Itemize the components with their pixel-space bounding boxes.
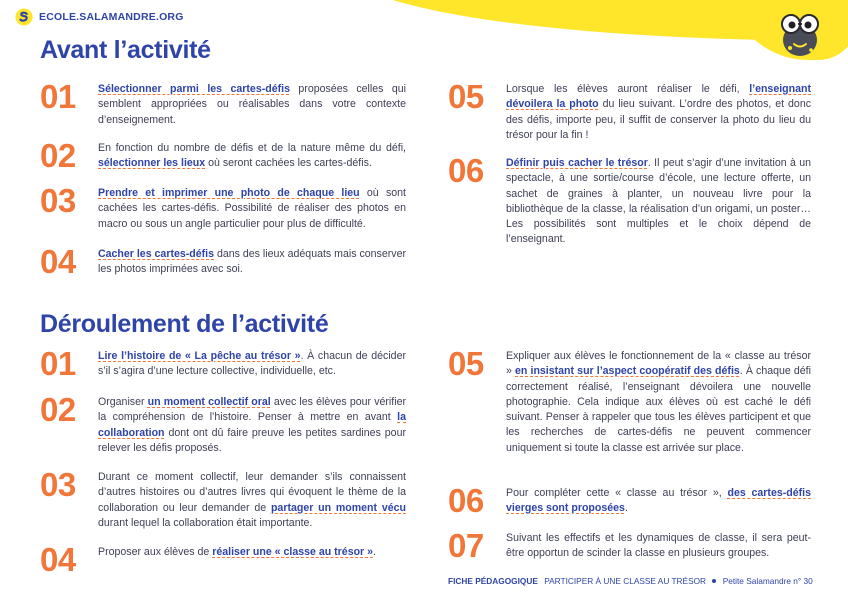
step-text xyxy=(98,470,406,531)
page-footer xyxy=(448,576,813,586)
body-text: dont ont dû faire preuve les petites sardines pour relever les défis proposés. xyxy=(98,426,406,454)
step-text xyxy=(98,82,406,128)
highlight-text: Sélectionner parmi les cartes-défis xyxy=(98,83,290,95)
step-number: 01 xyxy=(40,78,76,115)
body-text: Proposer aux élèves de xyxy=(98,546,213,558)
body-text: . xyxy=(624,502,628,515)
body-text: où seront cachées les cartes-défis. xyxy=(205,157,372,170)
step-text xyxy=(98,395,406,456)
step-item xyxy=(40,137,406,174)
highlight-text: l’enseignant dévoilera la photo xyxy=(506,83,811,111)
step-item xyxy=(40,78,406,128)
body-text: où sont cachées les cartes-défis. Possibilité de réaliser des photos en macro ou sous un angle particulier pour plus de difficulté. xyxy=(98,187,406,230)
step-number: 03 xyxy=(40,466,76,503)
step-number: 05 xyxy=(448,78,484,115)
step-text xyxy=(506,531,811,562)
body-text: avec les élèves pour vérifier la compréhension de l’histoire. Penser à mettre en avant xyxy=(98,396,407,424)
step-text xyxy=(98,247,406,278)
step-item xyxy=(40,466,406,531)
step-number: 02 xyxy=(40,391,76,428)
step-number: 02 xyxy=(40,137,76,174)
step-text xyxy=(98,186,406,232)
step-item xyxy=(448,527,811,564)
body-text: du lieu suivant. L’ordre des photos, et donc des défis, importe peu, il suffit de conserver la photo du lieu du trésor pour la fin ! xyxy=(506,98,812,141)
body-text: proposées celles qui semblent appropriées ou réalisables dans votre contexte d’enseignement. xyxy=(98,83,406,126)
highlight-text: réaliser une « classe au trésor » xyxy=(212,546,374,558)
body-text: Durant ce moment collectif, leur demander s’ils connaissent d’autres histoires ou d’autres livres qui évoquent le thème de la collaboration ou leur demander de xyxy=(98,471,406,514)
highlight-text: en insistant sur l’aspect coopératif des défis xyxy=(515,365,740,378)
highlight-text: un moment collectif oral xyxy=(147,396,271,408)
body-text: . xyxy=(373,546,376,558)
body-text: dans des lieux adéquats mais conserver les photos imprimées avec soi. xyxy=(98,248,406,276)
step-text xyxy=(98,545,376,575)
step-item xyxy=(40,391,407,456)
body-text: . Il peut s’agir d’une invitation à un spectacle, à une sortie/course d’école, une lecture offerte, un sachet de graines à planter, un nouveau livre pour la bibliothèque de la classe, la réalisation d’un origami, un poster… Les possibilités sont multiples et le choix dépend de l’enseignant. xyxy=(506,157,812,246)
body-text: En fonction du nombre de défis et de la nature même du défi, xyxy=(98,142,406,154)
highlight-text: des cartes-défis vierges sont proposées xyxy=(506,487,811,515)
step-number: 04 xyxy=(40,541,76,578)
body-text: . À chacun de décider s’il s’agira d’une lecture collective, individuelle, etc. xyxy=(98,350,406,378)
step-number: 07 xyxy=(448,527,484,564)
site-url: ECOLE.SALAMANDRE.ORG xyxy=(39,11,184,23)
step-number: 03 xyxy=(40,182,76,219)
body-text: Organiser xyxy=(98,396,148,408)
footer-label: FICHE PÉDAGOGIQUE xyxy=(448,576,538,586)
step-number: 04 xyxy=(40,243,76,280)
step-item xyxy=(40,243,406,280)
step-text xyxy=(98,349,406,380)
footer-subtitle: PARTICIPER À UNE CLASSE AU TRÉSOR xyxy=(544,576,707,586)
step-item xyxy=(448,345,811,456)
highlight-text: Lire l’histoire de « La pêche au trésor » xyxy=(98,350,301,362)
step-text xyxy=(506,349,811,456)
step-number: 06 xyxy=(448,482,484,519)
body-text: durant lequel la collaboration était importante. xyxy=(98,516,313,529)
highlight-text: partager un moment vécu xyxy=(270,501,406,514)
step-item xyxy=(40,541,406,578)
body-text: Suivant les effectifs et les dynamiques de classe, il sera peut-être opportun de scinder la classe en plusieurs groupes. xyxy=(506,532,811,560)
highlight-text: sélectionner les lieux xyxy=(98,157,206,170)
step-item xyxy=(40,345,406,382)
site-logo[interactable] xyxy=(15,8,184,26)
footer-issue: Petite Salamandre n° 30 xyxy=(722,576,813,586)
step-number: 01 xyxy=(40,345,76,382)
highlight-text: Cacher les cartes-défis xyxy=(98,248,215,260)
step-item xyxy=(448,78,812,143)
section-title-avant: Avant l’activité xyxy=(40,36,211,64)
body-text: Lorsque les élèves auront réaliser le défi, xyxy=(506,83,750,95)
salamandre-logo-icon xyxy=(15,8,33,26)
highlight-text: la collaboration xyxy=(98,411,406,439)
step-item xyxy=(40,182,406,232)
step-text xyxy=(506,82,811,143)
highlight-text: Définir puis cacher le trésor xyxy=(506,157,648,169)
step-item xyxy=(448,152,812,248)
step-text xyxy=(506,156,811,248)
highlight-text: Prendre et imprimer une photo de chaque lieu xyxy=(98,187,360,199)
body-text: Pour compléter cette « classe au trésor », xyxy=(506,487,728,499)
footer-bullet xyxy=(712,579,716,583)
step-number: 06 xyxy=(448,152,484,189)
section-title-deroulement: Déroulement de l’activité xyxy=(40,310,329,338)
body-text: . À chaque défi correctement réalisé, l’enseignant dévoilera une nouvelle photographie. Cela indique aux élèves où est caché le défi suivant. Penser à rappeler que tous les élèves participent et que les recherches de cartes-défis ne peuvent commencer uniquement si toute la classe est arrivée sur place. xyxy=(506,365,811,454)
salamander-mascot-icon xyxy=(774,6,826,58)
step-text xyxy=(506,486,811,517)
body-text: Expliquer aux élèves le fonctionnement de la « classe au trésor » xyxy=(506,350,811,378)
step-number: 05 xyxy=(448,345,484,382)
step-text xyxy=(98,141,406,172)
step-item xyxy=(448,482,811,519)
